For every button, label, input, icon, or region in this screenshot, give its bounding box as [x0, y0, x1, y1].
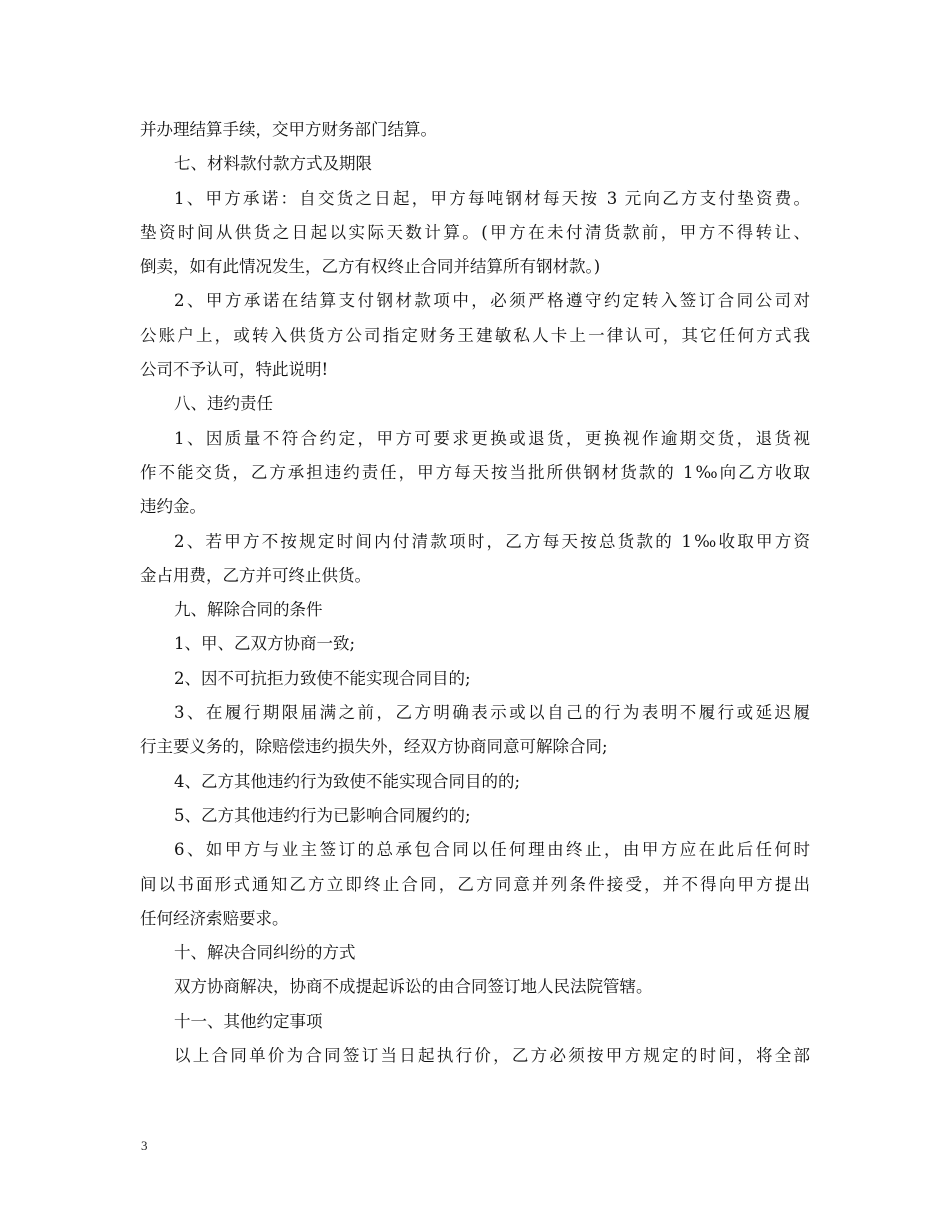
- text-line: 公司不予认可，特此说明!: [140, 360, 329, 380]
- text-line: 间以书面形式通知乙方立即终止合同，乙方同意并列条件接受，并不得向甲方提出: [140, 874, 810, 894]
- text-line: 并办理结算手续，交甲方财务部门结算。: [140, 120, 437, 139]
- text-line: 违约金。: [140, 497, 206, 517]
- text-line: 1、甲、乙双方协商一致;: [174, 634, 356, 654]
- text-line: 七、材料款付款方式及期限: [174, 154, 372, 174]
- text-line: 2、若甲方不按规定时间内付清款项时，乙方每天按总货款的 1‰收取甲方资: [174, 531, 810, 551]
- text-line: 4、乙方其他违约行为致使不能实现合同目的的;: [174, 771, 521, 791]
- page-number: 3: [141, 1138, 148, 1153]
- text-line: 1、甲方承诺：自交货之日起，甲方每吨钢材每天按 3 元向乙方支付垫资费。: [174, 188, 810, 208]
- text-line: 九、解除合同的条件: [174, 600, 323, 620]
- text-line: 作不能交货，乙方承担违约责任，甲方每天按当批所供钢材货款的 1‰向乙方收取: [140, 462, 810, 482]
- text-line: 5、乙方其他违约行为已影响合同履约的;: [174, 805, 471, 825]
- text-line: 公账户上，或转入供货方公司指定财务王建敏私人卡上一律认可，其它任何方式我: [140, 325, 810, 345]
- text-line: 2、因不可抗拒力致使不能实现合同目的;: [174, 668, 471, 688]
- text-line: 八、违约责任: [174, 394, 273, 414]
- text-line: 6、如甲方与业主签订的总承包合同以任何理由终止，由甲方应在此后任何时: [174, 840, 810, 860]
- text-line: 双方协商解决，协商不成提起诉讼的由合同签订地人民法院管辖。: [174, 977, 653, 997]
- text-line: 1、因质量不符合约定，甲方可要求更换或退货，更换视作逾期交货，退货视: [174, 428, 810, 448]
- text-line: 金占用费，乙方并可终止供货。: [140, 565, 371, 585]
- text-line: 以上合同单价为合同签订当日起执行价，乙方必须按甲方规定的时间，将全部: [174, 1046, 810, 1066]
- text-line: 3、在履行期限届满之前，乙方明确表示或以自己的行为表明不履行或延迟履: [174, 703, 810, 723]
- text-line: 倒卖，如有此情况发生，乙方有权终止合同并结算所有钢材款。): [140, 257, 601, 277]
- text-line: 十、解决合同纠纷的方式: [174, 943, 356, 963]
- text-line: 行主要义务的，除赔偿违约损失外，经双方协商同意可解除合同;: [140, 737, 608, 757]
- text-line: 任何经济索赔要求。: [140, 908, 289, 928]
- text-line: 2、甲方承诺在结算支付钢材款项中，必须严格遵守约定转入签订合同公司对: [174, 291, 810, 311]
- document-body: [140, 113, 810, 1073]
- text-line: 十一、其他约定事项: [174, 1011, 323, 1031]
- text-line: 垫资时间从供货之日起以实际天数计算。(甲方在未付清货款前，甲方不得转让、: [140, 222, 810, 242]
